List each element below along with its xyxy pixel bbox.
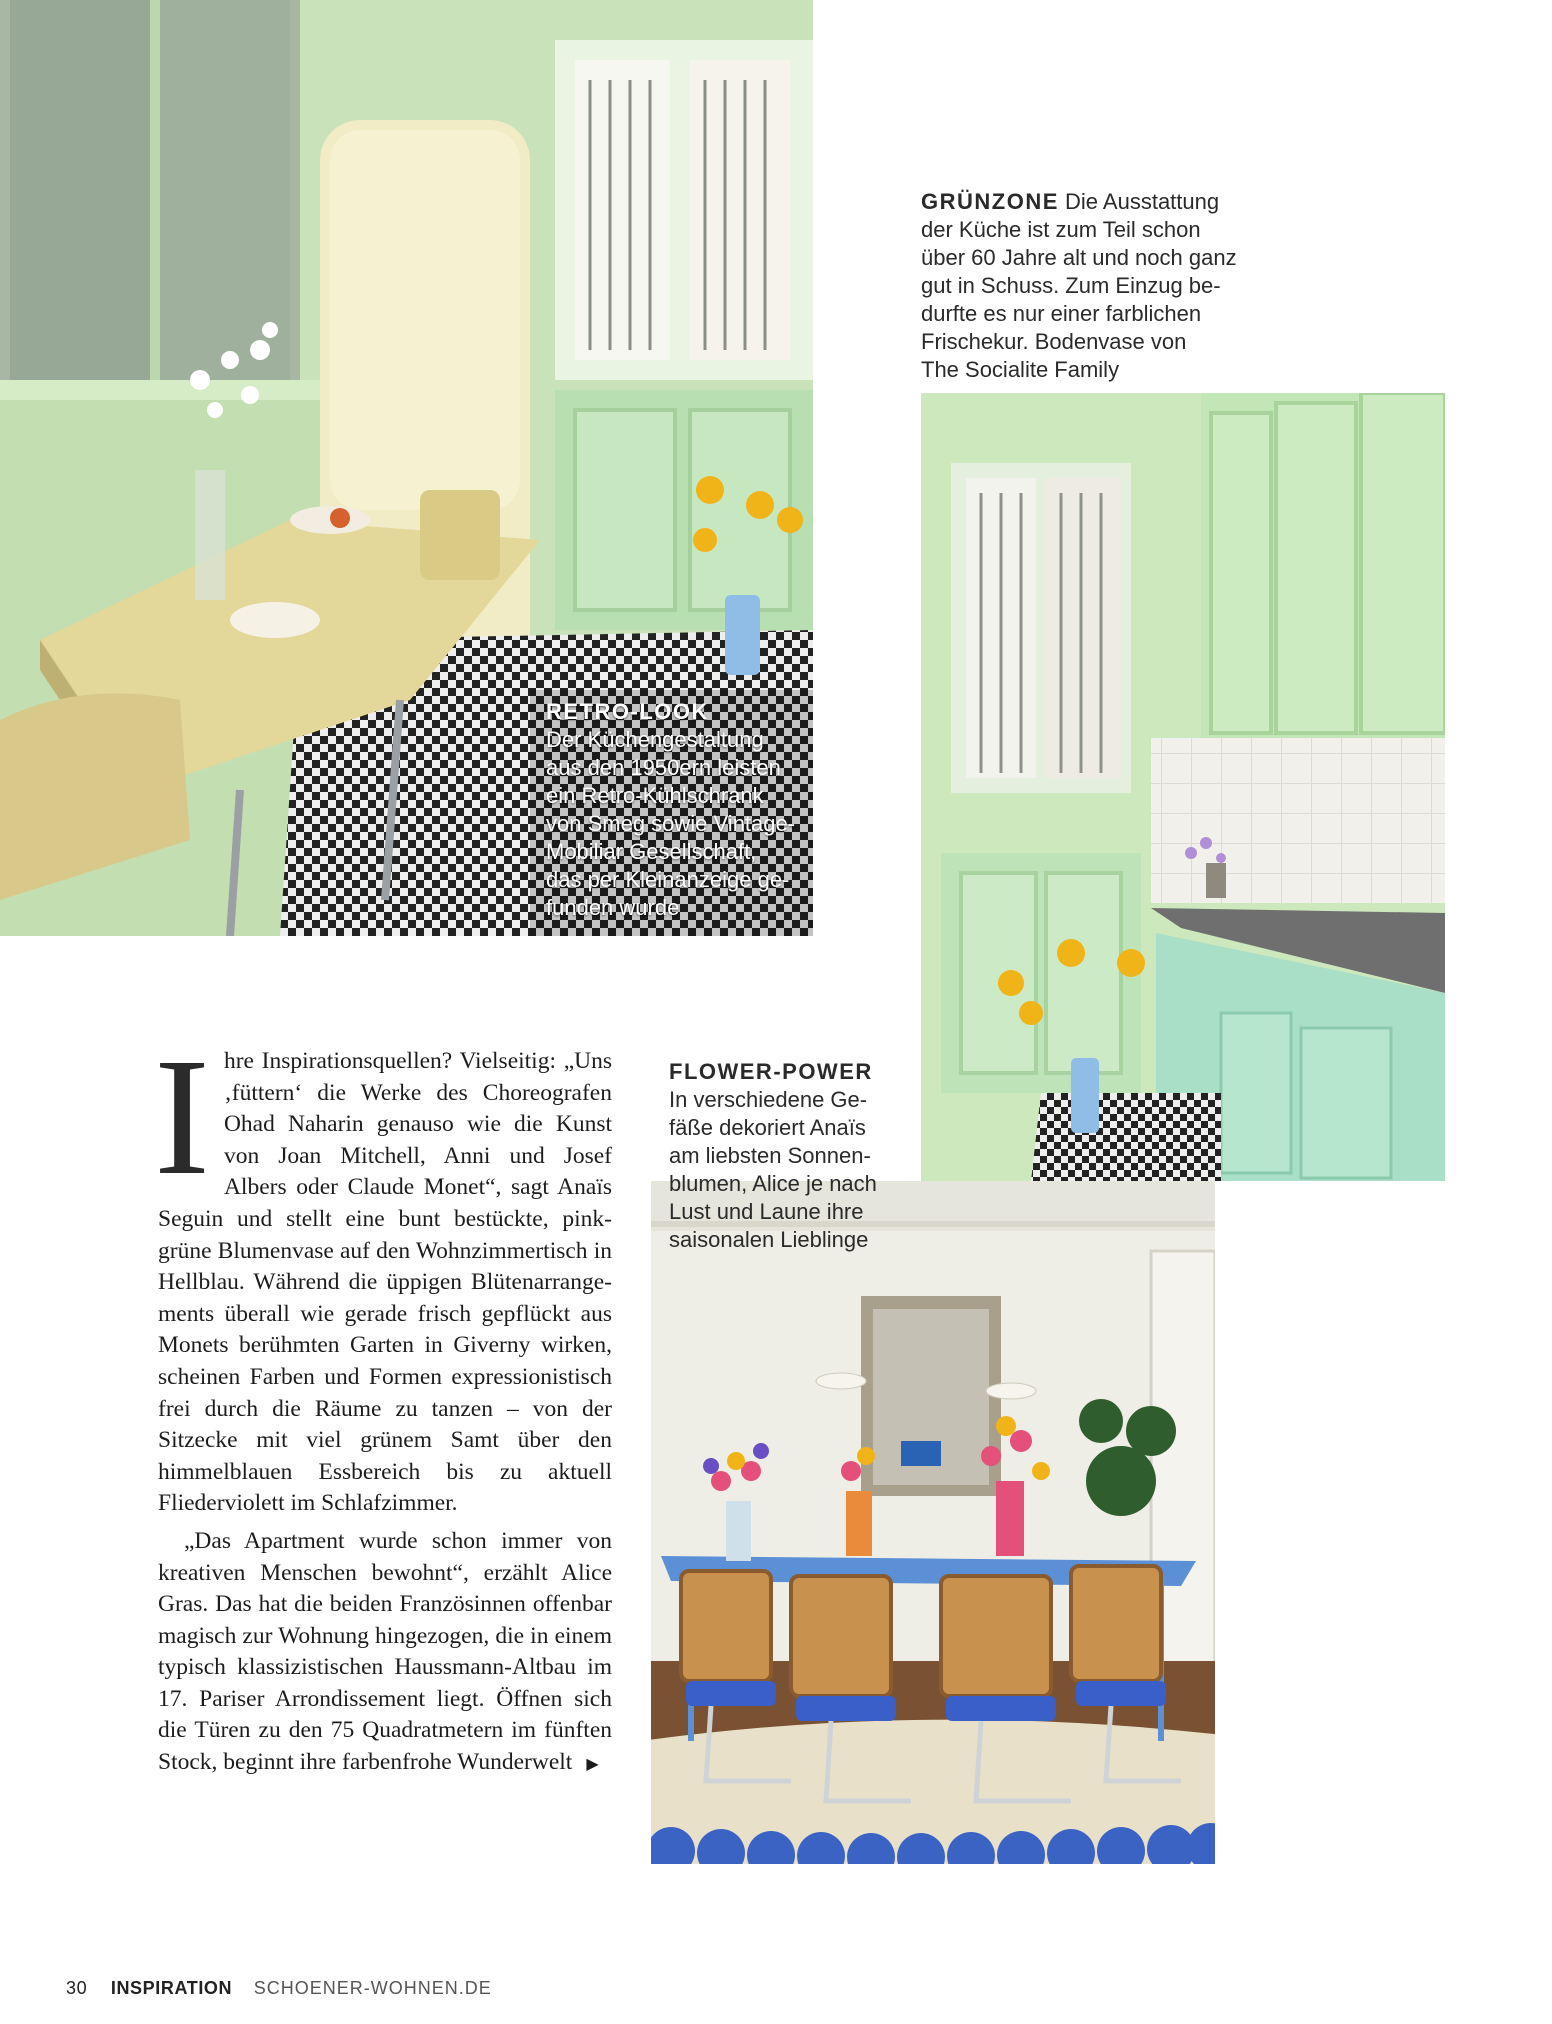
caption-line: gut in Schuss. Zum Einzug be- <box>921 273 1221 298</box>
caption-line: saisonalen Lieblinge <box>669 1227 869 1252</box>
article-paragraph <box>154 1024 612 1520</box>
caption-flower-power <box>669 1058 909 1254</box>
paragraph-text: „Das Apartment wurde schon immer von kreativen Menschen bewohnt“, erzählt Alice Gras. Das hat die beiden Französinnen offenbar magisch zur Wohnung hingezogen, die in einem typisch klassizistischen Haussmann-Altbau im 17. Pariser Arrondissement liegt. Öffnen sich die Türen zu den 75 Quadratmetern im fünften Stock, beginnt ihre farbenfrohe Wunderwelt <box>158 1527 612 1776</box>
caption-line: The Socialite Family <box>921 357 1120 382</box>
caption-line: der Küche ist zum Teil schon <box>921 217 1201 242</box>
caption-line: von Smeg sowie Vintage- <box>546 811 796 836</box>
caption-line: blumen, Alice je nach <box>669 1171 877 1196</box>
caption-line: über 60 Jahre alt und noch ganz <box>921 245 1237 270</box>
caption-line: am liebsten Sonnen- <box>669 1143 871 1168</box>
caption-lead: GRÜNZONE <box>921 189 1059 214</box>
photo-dining-room <box>651 1181 1215 1864</box>
caption-line: Lust und Laune ihre <box>669 1199 864 1224</box>
paragraph-text: hre Inspirationsquellen? Vielseitig: „Uns ‚füttern‘ die Werke des Choreografen Ohad Naharin genauso wie die Kunst von Joan Mitchell, Anni und Josef Albers oder Claude Monet“, sagt Anaïs Seguin und stellt eine bunt bestückte, pink-grüne Blumenvase auf den Wohnzimmertisch in Hellblau. Während die üppigen Blütenarrangements überall wie gerade frisch gepflückt aus Monets berühmten Garten in Giverny wirken, scheinen Farben und Formen expressionistisch frei durch die Räume zu tanzen – von der Sitzecke mit viel grünem Samt über den himmelblauen Essbereich bis zu aktuell Fliederviolett im Schlafzimmer. <box>158 1048 612 1517</box>
section-label: INSPIRATION <box>110 1978 233 1998</box>
caption-line <box>921 188 1261 216</box>
caption-line: Frischekur. Bodenvase von <box>921 329 1187 354</box>
drop-cap: I <box>154 1024 210 1210</box>
caption-line: ein Retro-Kühlschrank <box>546 783 764 808</box>
caption-line: Der Küchengestaltung <box>546 727 764 752</box>
caption-gruenzone <box>921 188 1261 384</box>
caption-line: funden wurde <box>546 895 680 920</box>
caption-lead: FLOWER-POWER <box>669 1059 873 1084</box>
caption-line: Mobiliar Gesellschaft, <box>546 839 757 864</box>
website-url: SCHOENER-WOHNEN.DE <box>253 1978 492 1998</box>
caption-text: Die Ausstattung <box>1065 189 1220 214</box>
caption-line: In verschiedene Ge- <box>669 1087 868 1112</box>
continue-arrow-icon: ▶ <box>586 1754 599 1774</box>
caption-line: durfte es nur einer farblichen <box>921 301 1202 326</box>
caption-retro-look <box>546 698 816 922</box>
page-footer <box>66 1978 492 1999</box>
caption-line: das per Kleinanzeige ge- <box>546 867 790 892</box>
photo-green-kitchen <box>921 393 1445 1181</box>
article-paragraph <box>158 1526 612 1780</box>
caption-line: aus den 1950ern leisten <box>546 755 781 780</box>
caption-lead: RETRO-LOOK <box>546 699 709 724</box>
caption-line: fäße dekoriert Anaïs <box>669 1115 866 1140</box>
article-body <box>154 1024 612 1780</box>
page-number: 30 <box>66 1978 88 1998</box>
